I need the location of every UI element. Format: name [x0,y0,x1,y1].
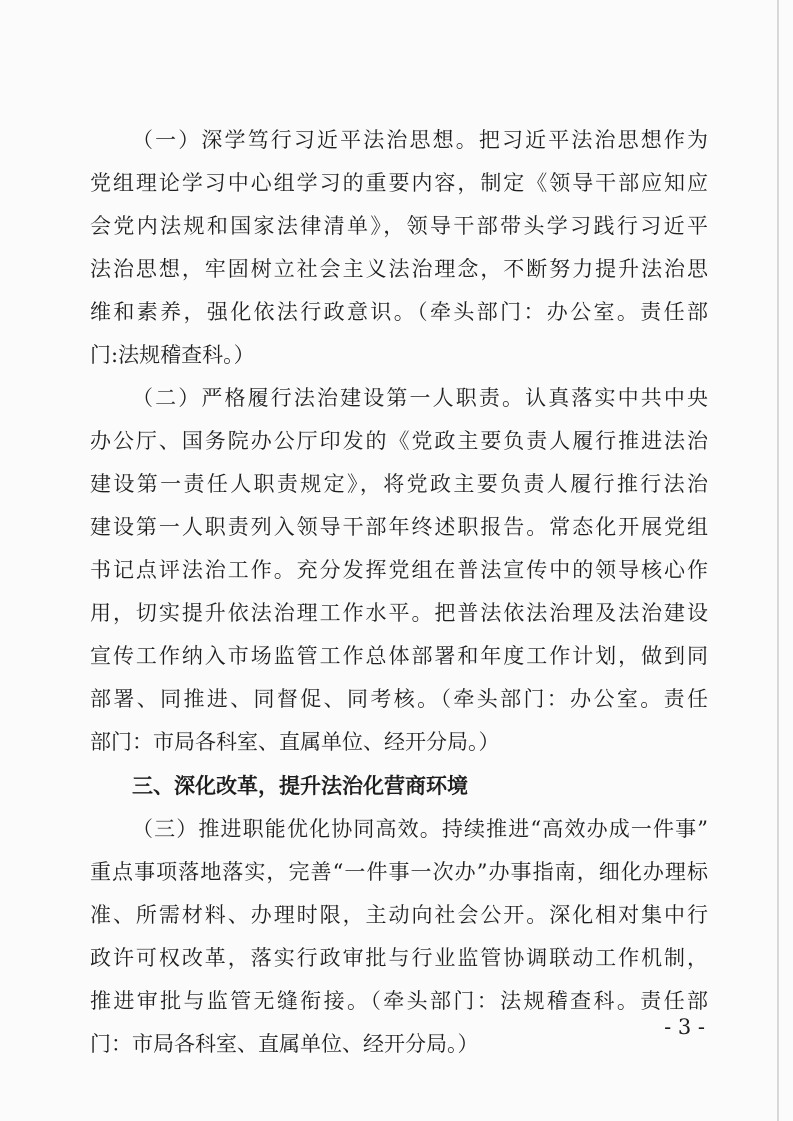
paragraph-line: 建设第一责任人职责规定》，将党政主要负责人履行推行法治 [90,472,708,496]
paragraph-line: 推进审批与监管无缝衔接。（牵头部门：法规稽查科。责任部 [90,989,708,1013]
paragraph-line: （三）推进职能优化协同高效。持续推进“高效办成一件事” [132,817,708,841]
paragraph-line: 建设第一人职责列入领导干部年终述职报告。常态化开展党组 [90,515,708,539]
paragraph-line: 宣传工作纳入市场监管工作总体部署和年度工作计划，做到同 [90,644,708,668]
document-body [90,119,708,1066]
paragraph-line: （二）严格履行法治建设第一人职责。认真落实中共中央 [132,386,708,410]
paragraph-3 [90,808,708,1066]
paragraph-line: 部署、同推进、同督促、同考核。（牵头部门：办公室。责任 [90,687,708,711]
paragraph-line: 重点事项落地落实，完善“一件事一次办”办事指南，细化办理标 [90,860,708,884]
section-heading: 三、深化改革，提升法治化营商环境 [132,774,468,798]
paragraph-line: 会党内法规和国家法律清单》，领导干部带头学习践行习近平 [90,214,708,238]
paragraph-line: 党组理论学习中心组学习的重要内容，制定《领导干部应知应 [90,171,708,195]
paragraph-1 [90,119,708,377]
paragraph-line: 维和素养，强化依法行政意识。（牵头部门：办公室。责任部 [90,300,708,324]
scan-edge-divider [777,0,779,1121]
paragraph-line: （一）深学笃行习近平法治思想。把习近平法治思想作为 [132,128,708,152]
paragraph-2 [90,377,708,764]
paragraph-line: 书记点评法治工作。充分发挥党组在普法宣传中的领导核心作 [90,558,708,582]
paragraph-line: 政许可权改革，落实行政审批与行业监管协调联动工作机制， [90,946,708,970]
paragraph-line: 办公厅、国务院办公厅印发的《党政主要负责人履行推进法治 [90,429,708,453]
paragraph-line: 门：市局各科室、直属单位、经开分局。） [90,1032,479,1056]
paragraph-line: 部门：市局各科室、直属单位、经开分局。） [90,730,500,754]
page-number: - 3 - [664,1015,705,1039]
paragraph-line: 准、所需材料、办理时限，主动向社会公开。深化相对集中行 [90,903,708,927]
paragraph-line: 法治思想，牢固树立社会主义法治理念，不断努力提升法治思 [90,257,708,281]
paragraph-line: 门:法规稽查科。） [90,343,255,367]
paragraph-line: 用，切实提升依法治理工作水平。把普法依法治理及法治建设 [90,601,708,625]
